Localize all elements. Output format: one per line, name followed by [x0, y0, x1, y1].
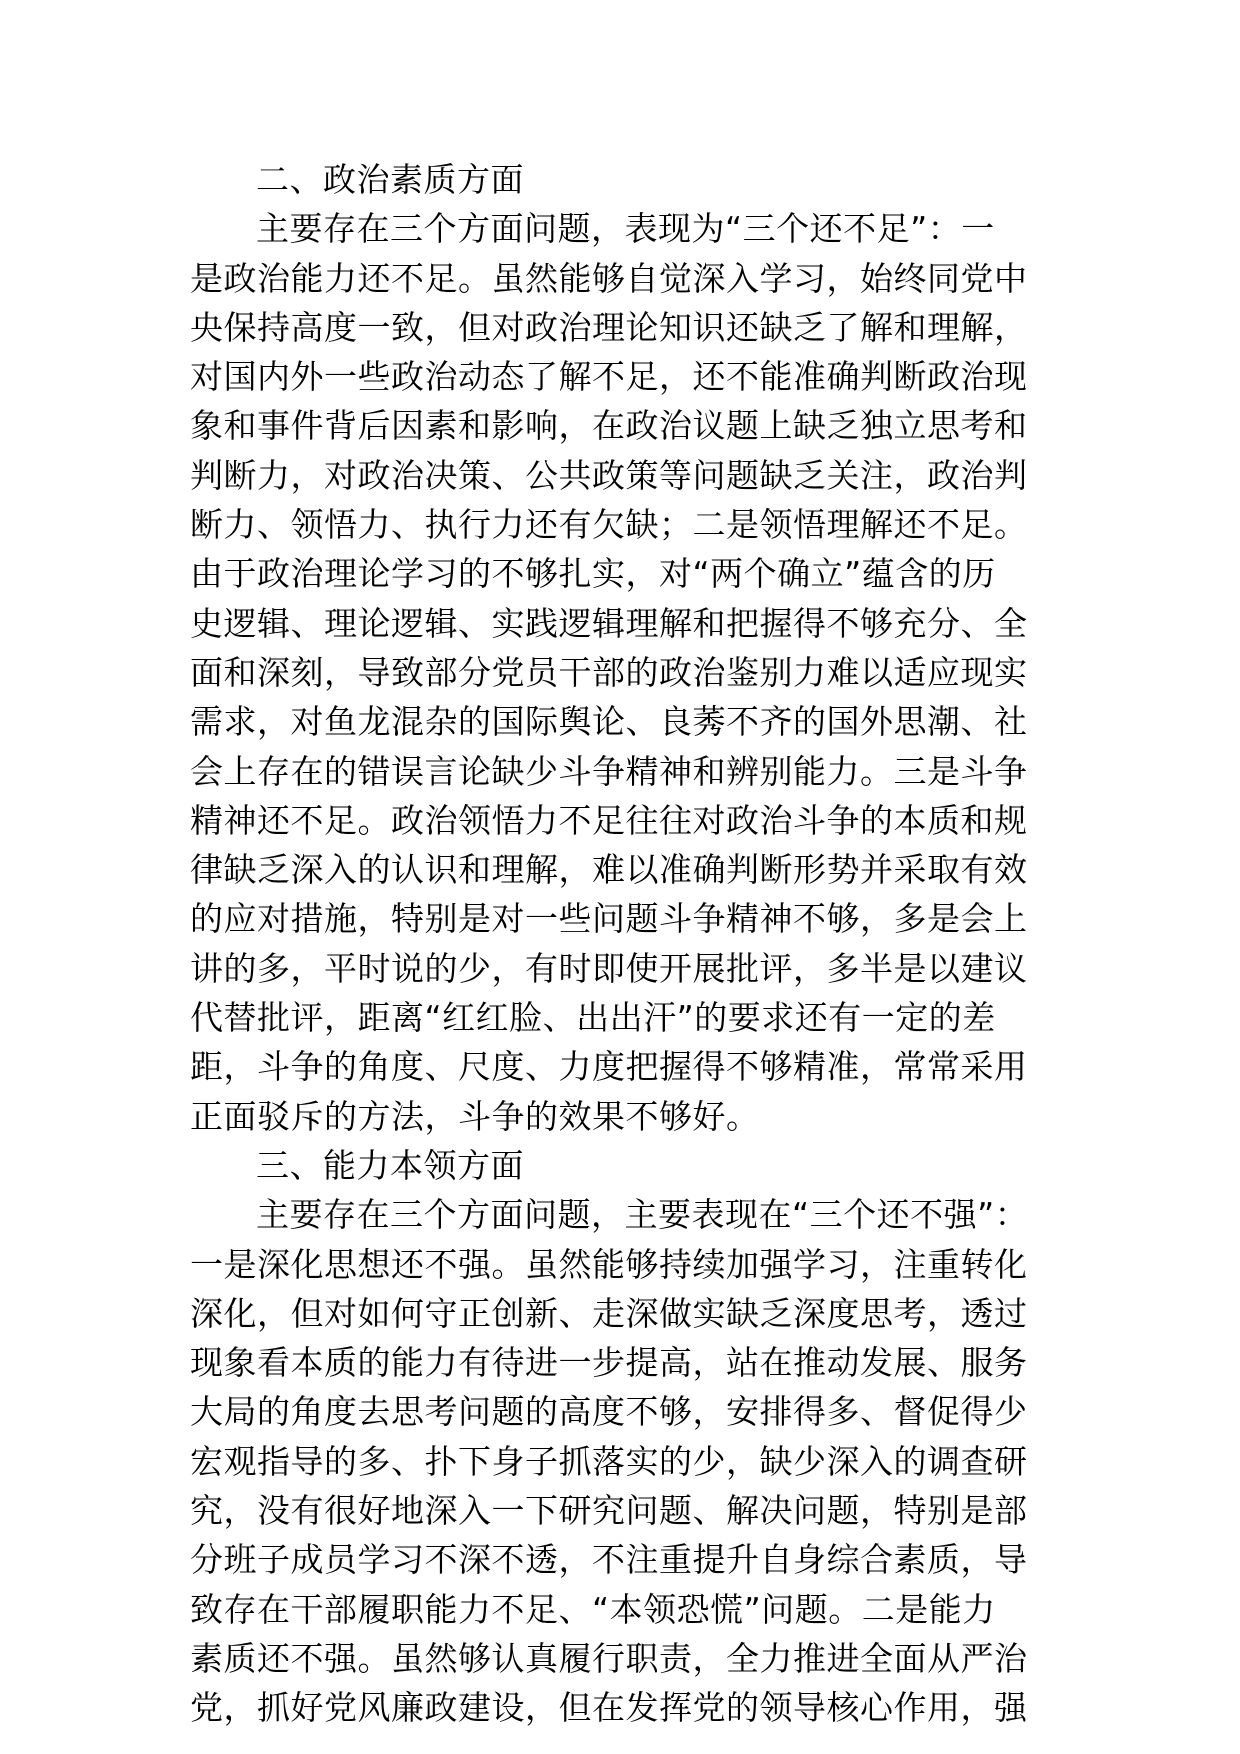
section-heading: 三、能力本领方面 [256, 1145, 524, 1185]
paragraph-line: 是政治能力还不足。虽然能够自觉深入学习，始终同党中 [190, 258, 1028, 298]
paragraph-line: 大局的角度去思考问题的高度不够，安排得多、督促得少 [190, 1392, 1028, 1432]
paragraph-line: 判断力，对政治决策、公共政策等问题缺乏关注，政治判 [190, 455, 1028, 495]
paragraph-line: 主要存在三个方面问题，表现为“三个还不足”：一 [256, 209, 995, 249]
paragraph-line: 需求，对鱼龙混杂的国际舆论、良莠不齐的国外思潮、社 [190, 702, 1028, 742]
paragraph-line: 正面驳斥的方法，斗争的效果不够好。 [190, 1096, 760, 1136]
paragraph-line: 断力、领悟力、执行力还有欠缺；二是领悟理解还不足。 [190, 505, 1028, 545]
paragraph-line: 面和深刻，导致部分党员干部的政治鉴别力难以适应现实 [190, 652, 1028, 692]
paragraph-line: 宏观指导的多、扑下身子抓落实的少，缺少深入的调查研 [190, 1441, 1028, 1481]
paragraph-line: 讲的多，平时说的少，有时即使开展批评，多半是以建议 [190, 948, 1028, 988]
paragraph-line: 律缺乏深入的认识和理解，难以准确判断形势并采取有效 [190, 850, 1028, 890]
paragraph-line: 代替批评，距离“红红脸、出出汗”的要求还有一定的差 [190, 998, 996, 1038]
paragraph-line: 深化，但对如何守正创新、走深做实缺乏深度思考，透过 [190, 1293, 1028, 1333]
paragraph-line: 央保持高度一致，但对政治理论知识还缺乏了解和理解， [190, 307, 1028, 347]
paragraph-line: 史逻辑、理论逻辑、实践逻辑理解和把握得不够充分、全 [190, 603, 1028, 643]
paragraph-line: 对国内外一些政治动态了解不足，还不能准确判断政治现 [190, 357, 1028, 397]
paragraph-line: 素质还不强。虽然够认真履行职责，全力推进全面从严治 [190, 1638, 1028, 1678]
document-page [190, 155, 1054, 1733]
paragraph-line: 一是深化思想还不强。虽然能够持续加强学习，注重转化 [190, 1244, 1028, 1284]
paragraph-line: 现象看本质的能力有待进一步提高，站在推动发展、服务 [190, 1343, 1028, 1383]
paragraph-line: 距，斗争的角度、尺度、力度把握得不够精准，常常采用 [190, 1047, 1028, 1087]
paragraph-line: 由于政治理论学习的不够扎实，对“两个确立”蕴含的历 [190, 554, 996, 594]
paragraph-line: 分班子成员学习不深不透，不注重提升自身综合素质，导 [190, 1540, 1028, 1580]
paragraph-line: 致存在干部履职能力不足、“本领恐慌”问题。二是能力 [190, 1589, 996, 1629]
paragraph-line: 主要存在三个方面问题，主要表现在“三个还不强”： [256, 1195, 1029, 1235]
paragraph-line: 党，抓好党风廉政建设，但在发挥党的领导核心作用，强 [190, 1688, 1028, 1728]
paragraph-line: 究，没有很好地深入一下研究问题、解决问题，特别是部 [190, 1491, 1028, 1531]
paragraph-line: 会上存在的错误言论缺少斗争精神和辨别能力。三是斗争 [190, 751, 1028, 791]
paragraph-line: 的应对措施，特别是对一些问题斗争精神不够，多是会上 [190, 899, 1028, 939]
paragraph-line: 精神还不足。政治领悟力不足往往对政治斗争的本质和规 [190, 800, 1028, 840]
paragraph-line: 象和事件背后因素和影响，在政治议题上缺乏独立思考和 [190, 406, 1028, 446]
section-heading: 二、政治素质方面 [256, 160, 524, 199]
